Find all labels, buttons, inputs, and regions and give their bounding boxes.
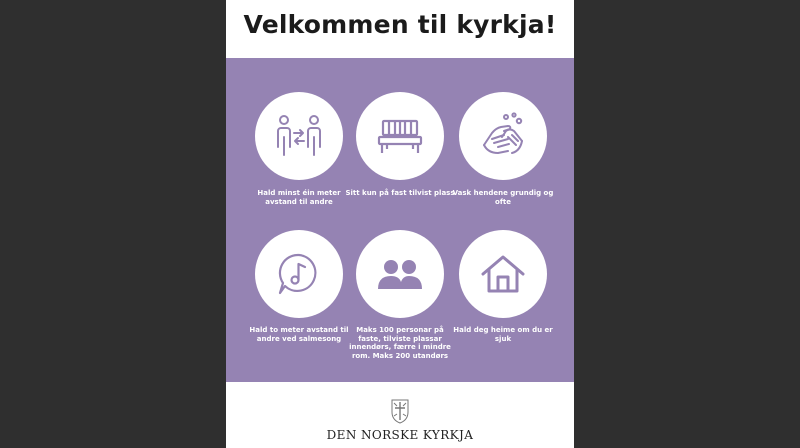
icon-circle bbox=[459, 92, 547, 180]
info-item-caption: Hald to meter avstand til andre ved salmesong bbox=[249, 326, 349, 343]
poster-title: Velkommen til kyrkja! bbox=[243, 10, 557, 39]
info-item-caption: Hald deg heime om du er sjuk bbox=[453, 326, 553, 343]
info-panel bbox=[226, 58, 574, 382]
icon-circle bbox=[356, 92, 444, 180]
icon-circle bbox=[459, 230, 547, 318]
home-icon bbox=[478, 249, 528, 299]
info-item-caption: Vask hendene grundig og ofte bbox=[452, 189, 554, 206]
icon-circle bbox=[255, 230, 343, 318]
info-item-caption: Maks 100 personar på faste, tilviste plassar innendørs, færre i mindre rom. Maks 200 utandørs bbox=[349, 326, 451, 360]
hand-wash-icon bbox=[478, 111, 528, 161]
distance-people-icon bbox=[274, 111, 324, 161]
group-icon bbox=[375, 249, 425, 299]
church-logo bbox=[390, 398, 410, 424]
organization-name: DEN NORSKE KYRKJA bbox=[326, 428, 474, 442]
info-item-caption: Sitt kun på fast tilvist plass bbox=[345, 189, 455, 197]
bench-icon bbox=[375, 111, 425, 161]
icon-circle bbox=[255, 92, 343, 180]
info-item-caption: Hald minst éin meter avstand til andre bbox=[257, 189, 341, 206]
poster bbox=[226, 0, 574, 448]
icon-circle bbox=[356, 230, 444, 318]
music-bubble-icon bbox=[274, 249, 324, 299]
